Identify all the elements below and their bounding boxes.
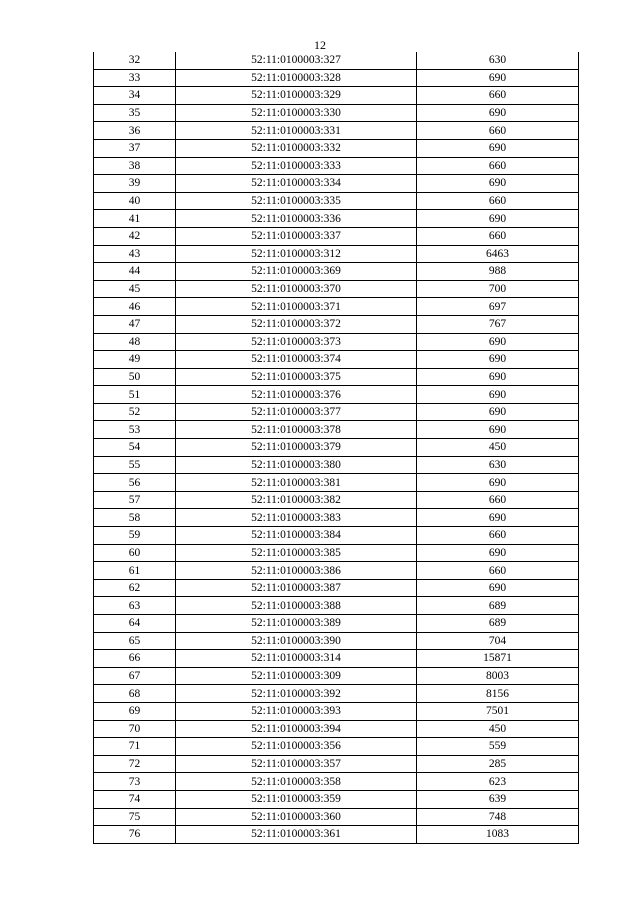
row-number-cell: 49 — [94, 351, 176, 369]
cadastral-number-cell: 52:11:0100003:332 — [176, 139, 417, 157]
row-number-cell: 73 — [94, 773, 176, 791]
table-row — [94, 544, 579, 562]
table-row — [94, 403, 579, 421]
table-row — [94, 597, 579, 615]
area-cell: 690 — [417, 403, 579, 421]
table-row — [94, 192, 579, 210]
table-row — [94, 210, 579, 228]
cadastral-number-cell: 52:11:0100003:394 — [176, 720, 417, 738]
page-number: 12 — [314, 38, 326, 52]
table-row — [94, 755, 579, 773]
cadastral-number-cell: 52:11:0100003:359 — [176, 790, 417, 808]
area-cell: 660 — [417, 157, 579, 175]
row-number-cell: 61 — [94, 562, 176, 580]
table-row — [94, 386, 579, 404]
row-number-cell: 65 — [94, 632, 176, 650]
area-cell: 690 — [417, 544, 579, 562]
area-cell: 690 — [417, 509, 579, 527]
cadastral-number-cell: 52:11:0100003:357 — [176, 755, 417, 773]
row-number-cell: 63 — [94, 597, 176, 615]
cadastral-number-cell: 52:11:0100003:392 — [176, 685, 417, 703]
area-cell: 748 — [417, 808, 579, 826]
area-cell: 15871 — [417, 650, 579, 668]
table-row — [94, 157, 579, 175]
area-cell: 689 — [417, 615, 579, 633]
area-cell: 660 — [417, 527, 579, 545]
table-row — [94, 738, 579, 756]
area-cell: 700 — [417, 280, 579, 298]
area-cell: 7501 — [417, 702, 579, 720]
cadastral-number-cell: 52:11:0100003:328 — [176, 69, 417, 87]
table-row — [94, 702, 579, 720]
cadastral-number-cell: 52:11:0100003:382 — [176, 491, 417, 509]
row-number-cell: 47 — [94, 315, 176, 333]
table-row — [94, 122, 579, 140]
table-row — [94, 104, 579, 122]
area-cell: 1083 — [417, 826, 579, 844]
cadastral-number-cell: 52:11:0100003:356 — [176, 738, 417, 756]
area-cell: 690 — [417, 104, 579, 122]
cadastral-number-cell: 52:11:0100003:314 — [176, 650, 417, 668]
table-row — [94, 298, 579, 316]
table-row — [94, 579, 579, 597]
cadastral-number-cell: 52:11:0100003:389 — [176, 615, 417, 633]
parcel-table — [93, 52, 579, 844]
table-row — [94, 175, 579, 193]
cadastral-number-cell: 52:11:0100003:336 — [176, 210, 417, 228]
cadastral-number-cell: 52:11:0100003:387 — [176, 579, 417, 597]
row-number-cell: 76 — [94, 826, 176, 844]
table-body — [94, 52, 579, 843]
cadastral-number-cell: 52:11:0100003:377 — [176, 403, 417, 421]
area-cell: 767 — [417, 315, 579, 333]
area-cell: 690 — [417, 333, 579, 351]
area-cell: 8003 — [417, 667, 579, 685]
cadastral-number-cell: 52:11:0100003:393 — [176, 702, 417, 720]
table-row — [94, 263, 579, 281]
row-number-cell: 58 — [94, 509, 176, 527]
table-row — [94, 139, 579, 157]
row-number-cell: 71 — [94, 738, 176, 756]
area-cell: 690 — [417, 69, 579, 87]
cadastral-number-cell: 52:11:0100003:330 — [176, 104, 417, 122]
table-row — [94, 315, 579, 333]
area-cell: 559 — [417, 738, 579, 756]
cadastral-number-cell: 52:11:0100003:385 — [176, 544, 417, 562]
cadastral-number-cell: 52:11:0100003:380 — [176, 456, 417, 474]
area-cell: 285 — [417, 755, 579, 773]
cadastral-number-cell: 52:11:0100003:390 — [176, 632, 417, 650]
table-row — [94, 790, 579, 808]
cadastral-number-cell: 52:11:0100003:372 — [176, 315, 417, 333]
table-row — [94, 685, 579, 703]
row-number-cell: 36 — [94, 122, 176, 140]
row-number-cell: 37 — [94, 139, 176, 157]
area-cell: 704 — [417, 632, 579, 650]
row-number-cell: 42 — [94, 227, 176, 245]
cadastral-number-cell: 52:11:0100003:378 — [176, 421, 417, 439]
area-cell: 690 — [417, 386, 579, 404]
table-row — [94, 491, 579, 509]
cadastral-number-cell: 52:11:0100003:381 — [176, 474, 417, 492]
cadastral-number-cell: 52:11:0100003:370 — [176, 280, 417, 298]
table-row — [94, 280, 579, 298]
area-cell: 690 — [417, 579, 579, 597]
cadastral-number-cell: 52:11:0100003:371 — [176, 298, 417, 316]
row-number-cell: 64 — [94, 615, 176, 633]
row-number-cell: 40 — [94, 192, 176, 210]
row-number-cell: 38 — [94, 157, 176, 175]
table-row — [94, 826, 579, 844]
row-number-cell: 66 — [94, 650, 176, 668]
cadastral-number-cell: 52:11:0100003:379 — [176, 439, 417, 457]
cadastral-number-cell: 52:11:0100003:373 — [176, 333, 417, 351]
table-row — [94, 720, 579, 738]
table-row — [94, 69, 579, 87]
table-row — [94, 527, 579, 545]
area-cell: 630 — [417, 456, 579, 474]
row-number-cell: 62 — [94, 579, 176, 597]
area-cell: 660 — [417, 87, 579, 105]
area-cell: 660 — [417, 227, 579, 245]
table-row — [94, 509, 579, 527]
row-number-cell: 75 — [94, 808, 176, 826]
cadastral-number-cell: 52:11:0100003:334 — [176, 175, 417, 193]
area-cell: 690 — [417, 368, 579, 386]
area-cell: 630 — [417, 52, 579, 69]
table-row — [94, 87, 579, 105]
area-cell: 6463 — [417, 245, 579, 263]
area-cell: 450 — [417, 720, 579, 738]
cadastral-number-cell: 52:11:0100003:329 — [176, 87, 417, 105]
table-row — [94, 368, 579, 386]
table-row — [94, 773, 579, 791]
table-row — [94, 421, 579, 439]
area-cell: 690 — [417, 210, 579, 228]
area-cell: 988 — [417, 263, 579, 281]
table-row — [94, 333, 579, 351]
cadastral-number-cell: 52:11:0100003:331 — [176, 122, 417, 140]
cadastral-number-cell: 52:11:0100003:360 — [176, 808, 417, 826]
area-cell: 660 — [417, 562, 579, 580]
area-cell: 690 — [417, 421, 579, 439]
row-number-cell: 48 — [94, 333, 176, 351]
row-number-cell: 68 — [94, 685, 176, 703]
area-cell: 690 — [417, 139, 579, 157]
row-number-cell: 72 — [94, 755, 176, 773]
area-cell: 690 — [417, 175, 579, 193]
row-number-cell: 41 — [94, 210, 176, 228]
area-cell: 623 — [417, 773, 579, 791]
row-number-cell: 59 — [94, 527, 176, 545]
row-number-cell: 50 — [94, 368, 176, 386]
row-number-cell: 57 — [94, 491, 176, 509]
row-number-cell: 54 — [94, 439, 176, 457]
cadastral-number-cell: 52:11:0100003:333 — [176, 157, 417, 175]
row-number-cell: 39 — [94, 175, 176, 193]
row-number-cell: 51 — [94, 386, 176, 404]
area-cell: 660 — [417, 192, 579, 210]
area-cell: 8156 — [417, 685, 579, 703]
cadastral-number-cell: 52:11:0100003:369 — [176, 263, 417, 281]
row-number-cell: 56 — [94, 474, 176, 492]
area-cell: 689 — [417, 597, 579, 615]
row-number-cell: 34 — [94, 87, 176, 105]
table-row — [94, 562, 579, 580]
cadastral-number-cell: 52:11:0100003:386 — [176, 562, 417, 580]
table-row — [94, 667, 579, 685]
row-number-cell: 53 — [94, 421, 176, 439]
row-number-cell: 70 — [94, 720, 176, 738]
cadastral-number-cell: 52:11:0100003:335 — [176, 192, 417, 210]
area-cell: 660 — [417, 122, 579, 140]
cadastral-number-cell: 52:11:0100003:309 — [176, 667, 417, 685]
cadastral-number-cell: 52:11:0100003:312 — [176, 245, 417, 263]
cadastral-number-cell: 52:11:0100003:376 — [176, 386, 417, 404]
row-number-cell: 60 — [94, 544, 176, 562]
area-cell: 690 — [417, 474, 579, 492]
table-row — [94, 351, 579, 369]
cadastral-number-cell: 52:11:0100003:337 — [176, 227, 417, 245]
cadastral-number-cell: 52:11:0100003:358 — [176, 773, 417, 791]
row-number-cell: 55 — [94, 456, 176, 474]
row-number-cell: 45 — [94, 280, 176, 298]
cadastral-number-cell: 52:11:0100003:388 — [176, 597, 417, 615]
cadastral-number-cell: 52:11:0100003:383 — [176, 509, 417, 527]
row-number-cell: 43 — [94, 245, 176, 263]
cadastral-number-cell: 52:11:0100003:375 — [176, 368, 417, 386]
row-number-cell: 35 — [94, 104, 176, 122]
table-row — [94, 52, 579, 69]
row-number-cell: 52 — [94, 403, 176, 421]
cadastral-number-cell: 52:11:0100003:384 — [176, 527, 417, 545]
table-row — [94, 474, 579, 492]
row-number-cell: 33 — [94, 69, 176, 87]
table-row — [94, 650, 579, 668]
row-number-cell: 67 — [94, 667, 176, 685]
row-number-cell: 32 — [94, 52, 176, 69]
row-number-cell: 74 — [94, 790, 176, 808]
row-number-cell: 44 — [94, 263, 176, 281]
table-row — [94, 456, 579, 474]
table-row — [94, 808, 579, 826]
area-cell: 639 — [417, 790, 579, 808]
area-cell: 690 — [417, 351, 579, 369]
table-row — [94, 227, 579, 245]
area-cell: 660 — [417, 491, 579, 509]
row-number-cell: 46 — [94, 298, 176, 316]
table-row — [94, 439, 579, 457]
area-cell: 697 — [417, 298, 579, 316]
row-number-cell: 69 — [94, 702, 176, 720]
cadastral-number-cell: 52:11:0100003:327 — [176, 52, 417, 69]
table-row — [94, 615, 579, 633]
cadastral-number-cell: 52:11:0100003:374 — [176, 351, 417, 369]
table-row — [94, 245, 579, 263]
cadastral-number-cell: 52:11:0100003:361 — [176, 826, 417, 844]
area-cell: 450 — [417, 439, 579, 457]
table-row — [94, 632, 579, 650]
